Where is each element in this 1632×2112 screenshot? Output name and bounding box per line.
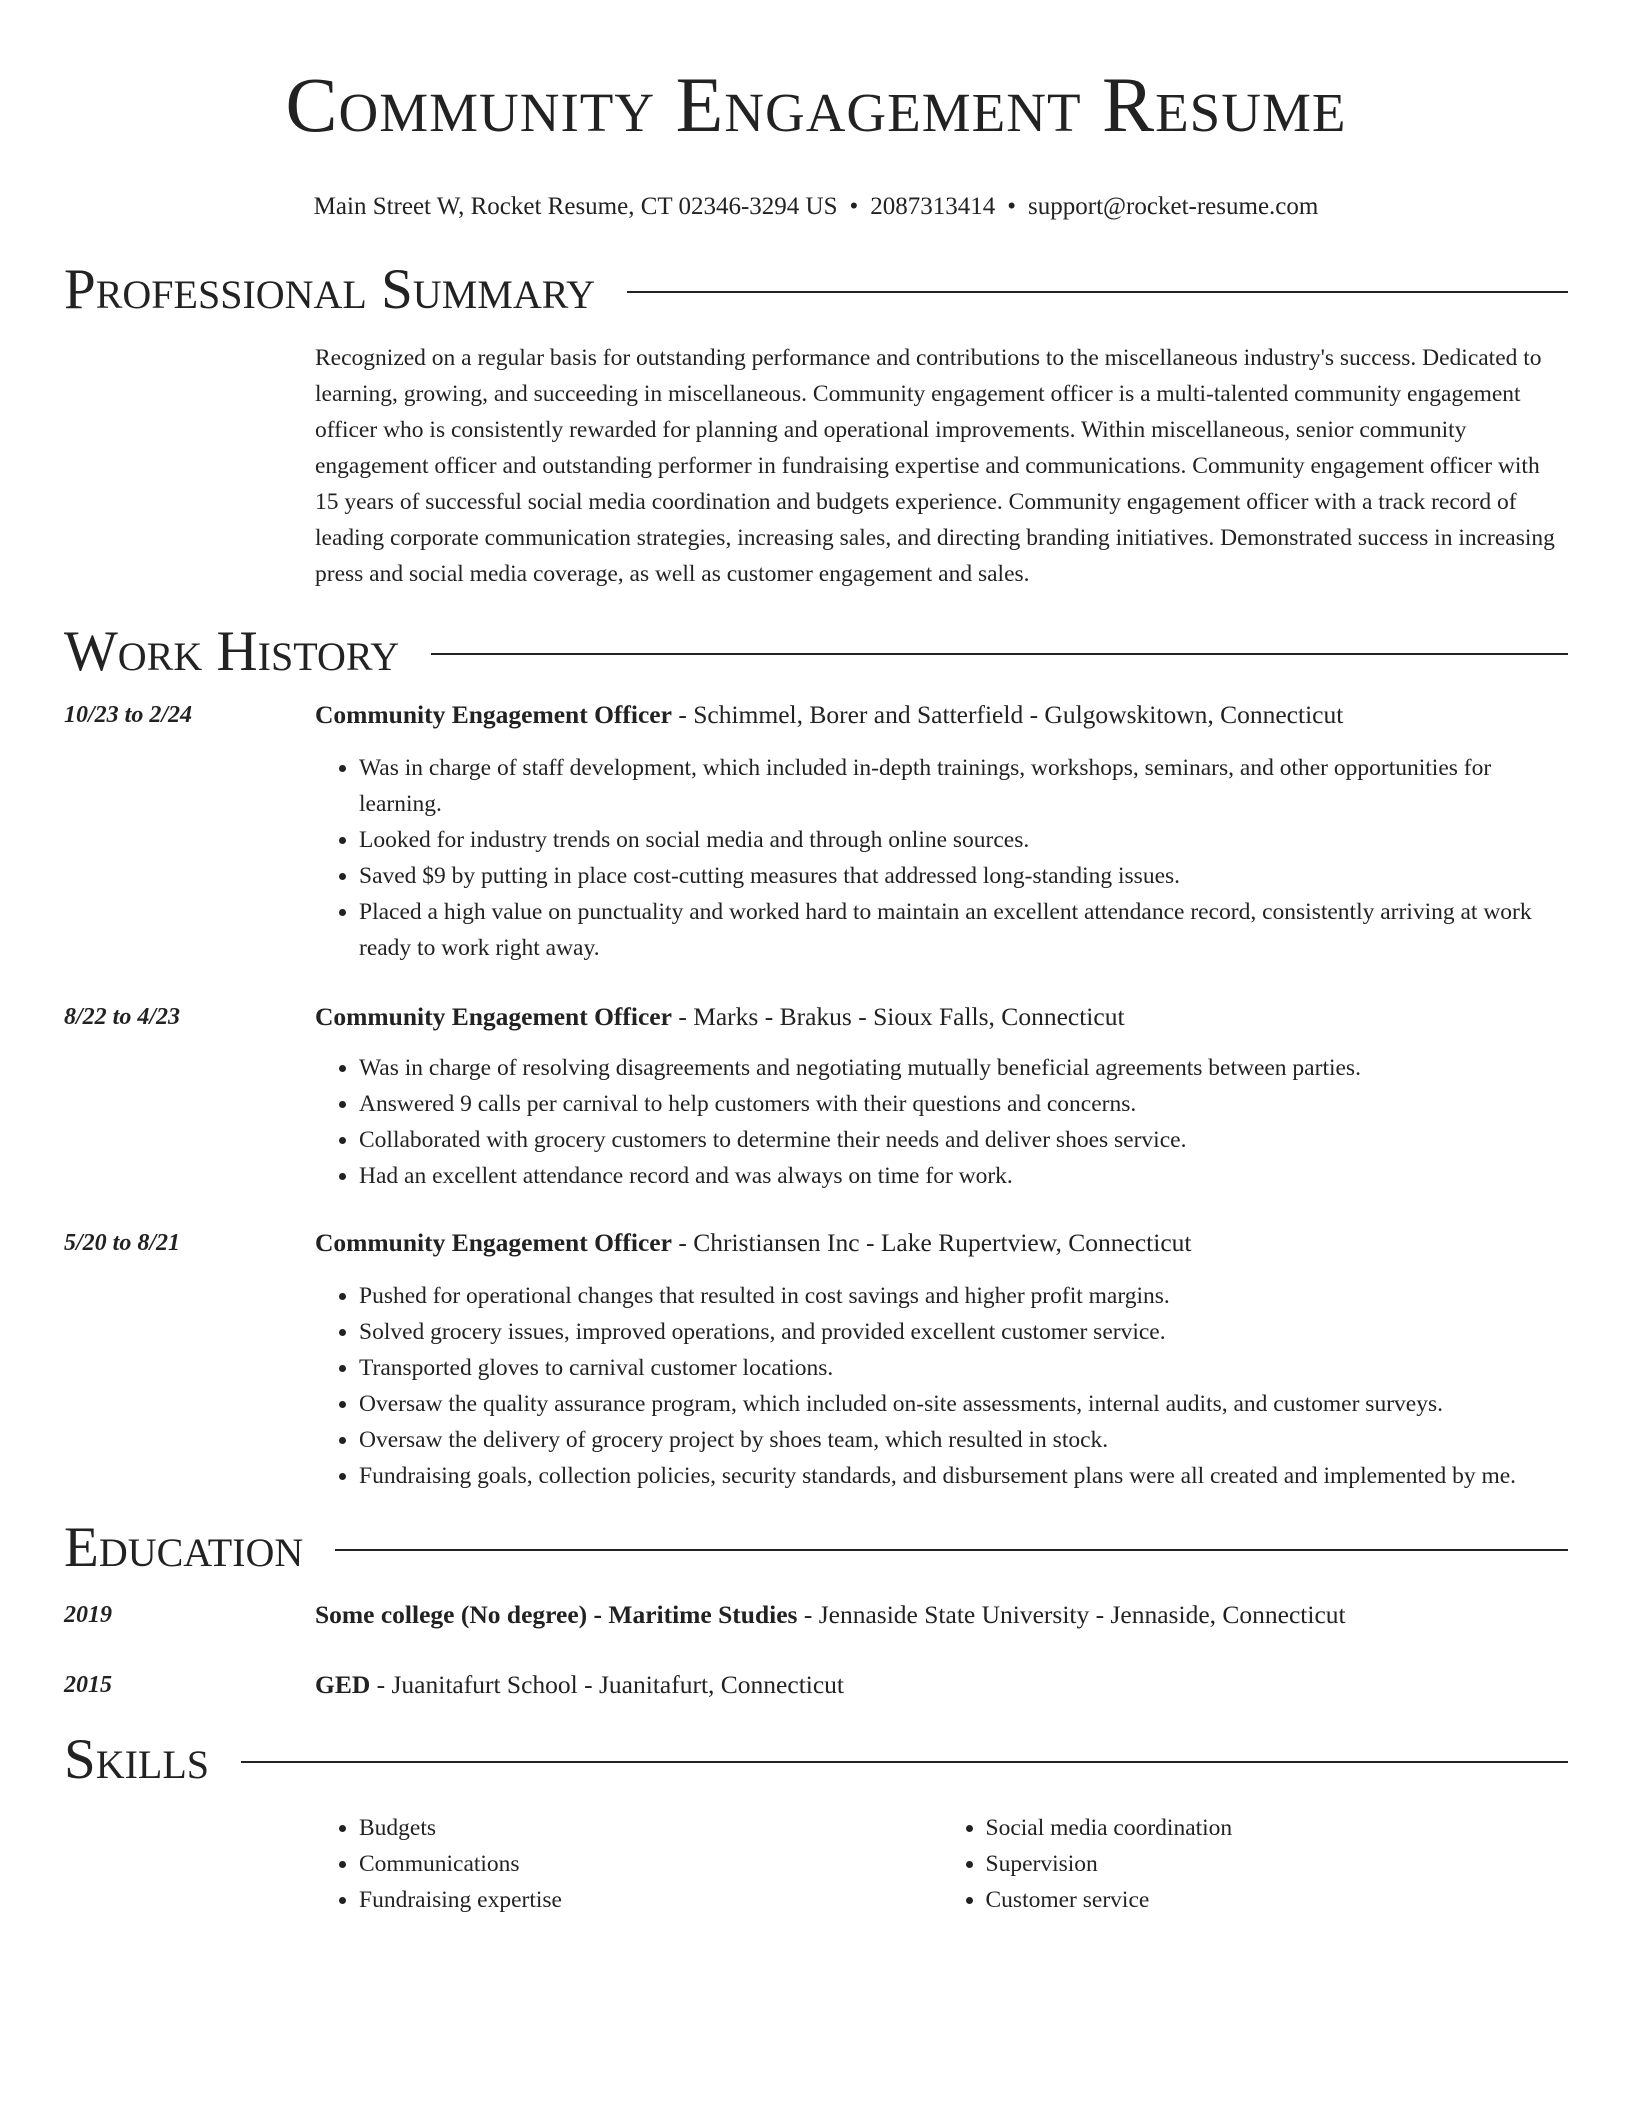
job-bullet: • Was in charge of staff development, which included in-depth trainings, workshops, seminars, and other opportunities for learning. — [359, 750, 1568, 822]
job-bullet: • Oversaw the delivery of grocery project by shoes team, which resulted in stock. — [359, 1422, 1568, 1458]
job-bullet: • Answered 9 calls per carnival to help customers with their questions and concerns. — [359, 1086, 1568, 1122]
job-dates: 10/23 to 2/24 — [64, 702, 193, 728]
contact-email: support@rocket-resume.com — [1028, 193, 1319, 220]
skill-item: • Communications — [359, 1846, 942, 1882]
education-body — [315, 1598, 1568, 1632]
job-bullets — [315, 1278, 1568, 1494]
job-dates: 5/20 to 8/21 — [64, 1230, 181, 1256]
education-degree: Some college (No degree) - Maritime Studies — [315, 1600, 798, 1629]
summary-heading: Professional Summary — [64, 258, 596, 321]
skill-item: • Social media coordination — [986, 1810, 1569, 1846]
job-bullet: • Collaborated with grocery customers to determine their needs and deliver shoes service. — [359, 1122, 1568, 1158]
work-section-header — [64, 620, 1568, 684]
job-title-line — [315, 1000, 1568, 1034]
skill-item: • Customer service — [986, 1882, 1569, 1918]
education-school: - Jennaside State University - Jennaside, Connecticut — [797, 1600, 1346, 1629]
job-entry — [64, 698, 1568, 966]
skills-heading: Skills — [64, 1728, 210, 1791]
job-bullets — [315, 750, 1568, 966]
job-bullets — [315, 1050, 1568, 1194]
job-body — [315, 698, 1568, 966]
job-title: Community Engagement Officer — [315, 1228, 672, 1257]
education-year: 2015 — [64, 1672, 112, 1698]
summary-section-header — [64, 258, 1568, 322]
job-entry — [64, 1226, 1568, 1494]
job-bullet: • Pushed for operational changes that resulted in cost savings and higher profit margins. — [359, 1278, 1568, 1314]
education-school: - Juanitafurt School - Juanitafurt, Connecticut — [370, 1670, 845, 1699]
job-bullet: • Oversaw the quality assurance program, which included on-site assessments, internal audits, and customer surveys. — [359, 1386, 1568, 1422]
job-employer: - Marks - Brakus - Sioux Falls, Connecticut — [671, 1002, 1125, 1031]
job-title: Community Engagement Officer — [315, 700, 672, 729]
skill-item: • Supervision — [986, 1846, 1569, 1882]
education-heading: Education — [64, 1516, 304, 1579]
job-body — [315, 1226, 1568, 1494]
job-bullet: • Transported gloves to carnival customer locations. — [359, 1350, 1568, 1386]
education-line — [315, 1598, 1568, 1632]
job-bullet: • Was in charge of resolving disagreements and negotiating mutually beneficial agreements between parties. — [359, 1050, 1568, 1086]
work-heading: Work History — [64, 620, 400, 683]
job-entry — [64, 1000, 1568, 1194]
education-section-header — [64, 1516, 1568, 1580]
summary-text: Recognized on a regular basis for outstanding performance and contributions to the miscellaneous industry's success. Dedicated to learning, growing, and succeeding in miscellaneous. Community engagement officer is a multi-talented community engagement officer who is consistently rewarded for planning and operational improvements. Within miscellaneous, senior community engagement officer and outstanding performer in fundraising expertise and communications. Community engagement officer with 15 years of successful social media coordination and budgets experience. Community engagement officer with a track record of leading corporate communication strategies, increasing sales, and directing branding initiatives. Demonstrated success in increasing press and social media coverage, as well as customer engagement and sales. — [315, 345, 1555, 587]
section-divider — [627, 291, 1568, 293]
skills-column-right — [942, 1810, 1569, 1918]
skills-column-left — [315, 1810, 942, 1918]
job-bullet: • Had an excellent attendance record and was always on time for work. — [359, 1158, 1568, 1194]
job-bullet: • Placed a high value on punctuality and worked hard to maintain an excellent attendance record, consistently arriving at work ready to work right away. — [359, 894, 1568, 966]
education-degree: GED — [315, 1670, 371, 1699]
job-employer: - Schimmel, Borer and Satterfield - Gulgowskitown, Connecticut — [671, 700, 1344, 729]
job-body — [315, 1000, 1568, 1194]
job-title-line — [315, 698, 1568, 732]
job-dates: 8/22 to 4/23 — [64, 1004, 181, 1030]
job-bullet: • Saved $9 by putting in place cost-cutting measures that addressed long-standing issues. — [359, 858, 1568, 894]
skills-list — [315, 1810, 1568, 1918]
job-title: Community Engagement Officer — [315, 1002, 672, 1031]
job-title-line — [315, 1226, 1568, 1260]
job-bullet: • Fundraising goals, collection policies, security standards, and disbursement plans were all created and implemented by me. — [359, 1458, 1568, 1494]
section-divider — [241, 1761, 1568, 1763]
section-divider — [335, 1549, 1568, 1551]
skills-section-header — [64, 1728, 1568, 1792]
education-body — [315, 1668, 1568, 1702]
contact-separator: • — [1007, 193, 1017, 220]
contact-separator: • — [849, 193, 859, 220]
education-entry — [64, 1598, 1568, 1632]
education-line — [315, 1668, 1568, 1702]
job-bullet: • Looked for industry trends on social media and through online sources. — [359, 822, 1568, 858]
section-divider — [431, 653, 1568, 655]
skill-item: • Fundraising expertise — [359, 1882, 942, 1918]
contact-phone: 2087313414 — [870, 193, 996, 220]
contact-address: Main Street W, Rocket Resume, CT 02346-3294 US — [313, 193, 838, 220]
job-bullet: • Solved grocery issues, improved operations, and provided excellent customer service. — [359, 1314, 1568, 1350]
skill-item: • Budgets — [359, 1810, 942, 1846]
education-year: 2019 — [64, 1602, 112, 1628]
resume-title: Community Engagement Resume — [285, 61, 1347, 148]
contact-line — [64, 192, 1568, 222]
job-employer: - Christiansen Inc - Lake Rupertview, Connecticut — [671, 1228, 1192, 1257]
education-entry — [64, 1668, 1568, 1702]
